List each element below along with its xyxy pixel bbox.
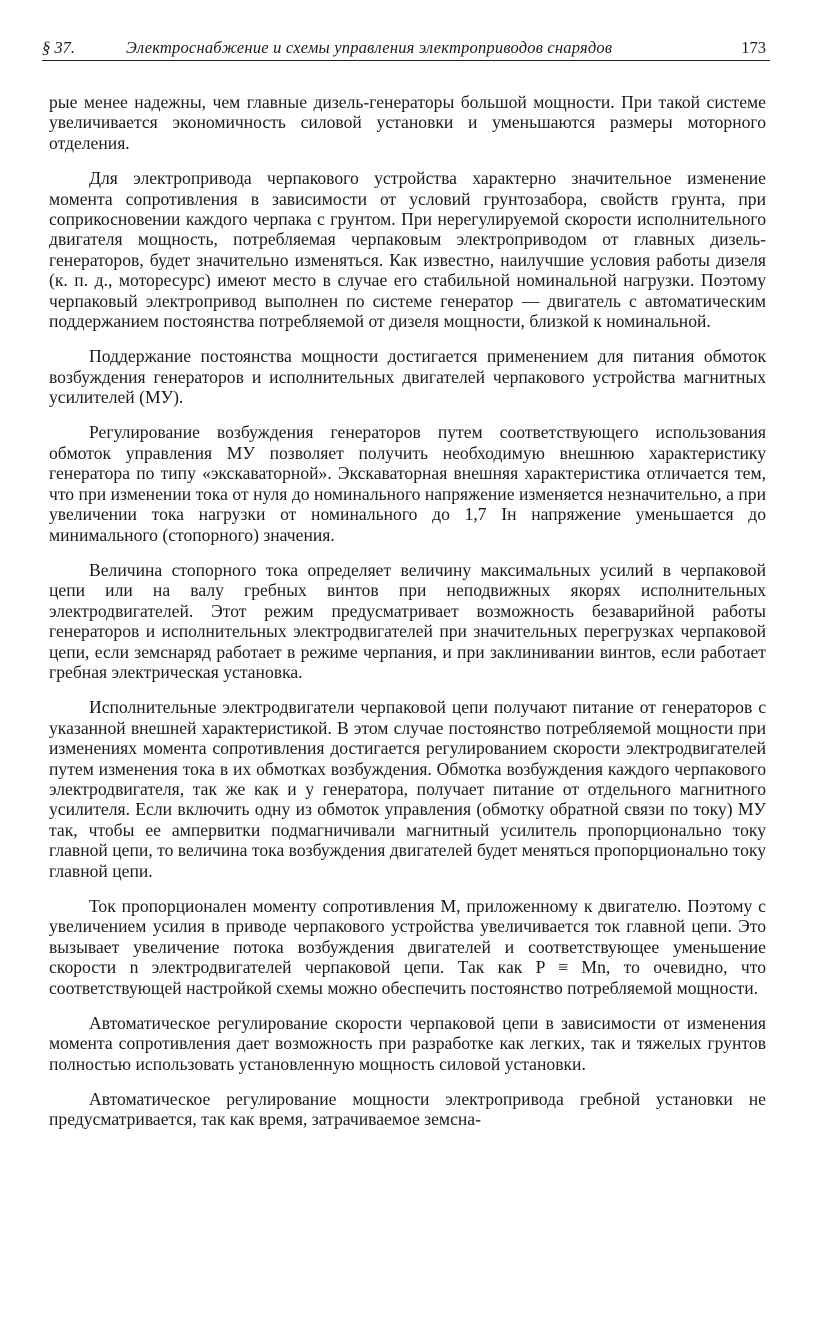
running-header <box>42 36 770 61</box>
paragraph: Исполнительные электродвигатели черпаковой цепи получают питание от генераторов с указанной внешней характеристикой. В этом случае постоянство потребляемой мощности при изменениях момента сопротивления достигается регулированием скорости электродвигателей путем изменения тока в их обмотках возбуждения. Обмотка возбуждения каждого черпакового электродвигателя, так же как и у генератора, получает питание от отдельного магнитного усилителя. Если включить одну из обмоток управления (обмотку обратной связи по току) МУ так, чтобы ее ампервитки подмагничивали магнитный усилитель пропорционально току главной цепи, то величина тока возбуждения двигателей будет меняться пропорционально току главной цепи. <box>49 697 766 881</box>
paragraph-continuation: рые менее надежны, чем главные дизель-генераторы большой мощности. При такой системе увеличивается экономичность силовой установки и уменьшаются размеры моторного отделения. <box>49 92 766 153</box>
running-title: Электроснабжение и схемы управления электроприводов снарядов <box>126 38 613 57</box>
paragraph: Поддержание постоянства мощности достигается применением для питания обмоток возбуждения генераторов и исполнительных двигателей черпакового устройства магнитных усилителей (МУ). <box>49 346 766 408</box>
paragraph-continued: Автоматическое регулирование мощности электропривода гребной установки не предусматривается, так как время, затрачиваемое земсна- <box>49 1088 766 1130</box>
section-number: § 37. <box>42 38 75 57</box>
page-number: 173 <box>741 38 766 57</box>
paragraph: Регулирование возбуждения генераторов путем соответствующего использования обмоток управления МУ позволяет получить необходимую внешнюю характеристику генератора по типу «экскаваторной». Экскаваторная внешняя характеристика отличается тем, что при изменении тока от нуля до номинального напряжение изменяется незначительно, а при увеличении тока нагрузки от номинального до 1,7 Iн напряжение уменьшается до минимального (стопорного) значения. <box>49 422 766 545</box>
paragraph: Для электропривода черпакового устройства характерно значительное изменение момента сопротивления в зависимости от условий грунтозабора, свойств грунта, при соприкосновении каждого черпака с грунтом. При нерегулируемой скорости исполнительного двигателя мощность, потребляемая черпаковым электроприводом от главных дизель-генераторов, будет значительно изменяться. Как известно, наилучшие условия работы дизеля (к. п. д., моторесурс) имеют место в случае его стабильной номинальной нагрузки. Поэтому черпаковый электропривод выполнен по системе генератор — двигатель с автоматическим поддержанием постоянства потребляемой от дизеля мощности, близкой к номинальной. <box>49 168 766 332</box>
paragraph: Ток пропорционален моменту сопротивления М, приложенному к двигателю. Поэтому с увеличением усилия в приводе черпакового устройства увеличивается ток главной цепи. Это вызывает увеличение потока возбуждения двигателей и соответствующее уменьшение скорости n электродвигателей черпаковой цепи. Так как P ≡ Mn, то очевидно, что соответствующей настройкой схемы можно обеспечить постоянство потребляемой мощности. <box>49 895 766 998</box>
body-text <box>49 92 766 1130</box>
paragraph: Величина стопорного тока определяет величину максимальных усилий в черпаковой цепи или на валу гребных винтов при неподвижных якорях исполнительных электродвигателей. Этот режим предусматривает возможность безаварийной работы генераторов и исполнительных электродвигателей при значительных перегрузках черпаковой цепи, если земснаряд работает в режиме черпания, и при заклинивании винтов, если работает гребная электрическая установка. <box>49 559 766 683</box>
paragraph: Автоматическое регулирование скорости черпаковой цепи в зависимости от изменения момента сопротивления дает возможность при разработке как легких, так и тяжелых грунтов полностью использовать установленную мощность силовой установки. <box>49 1012 766 1074</box>
